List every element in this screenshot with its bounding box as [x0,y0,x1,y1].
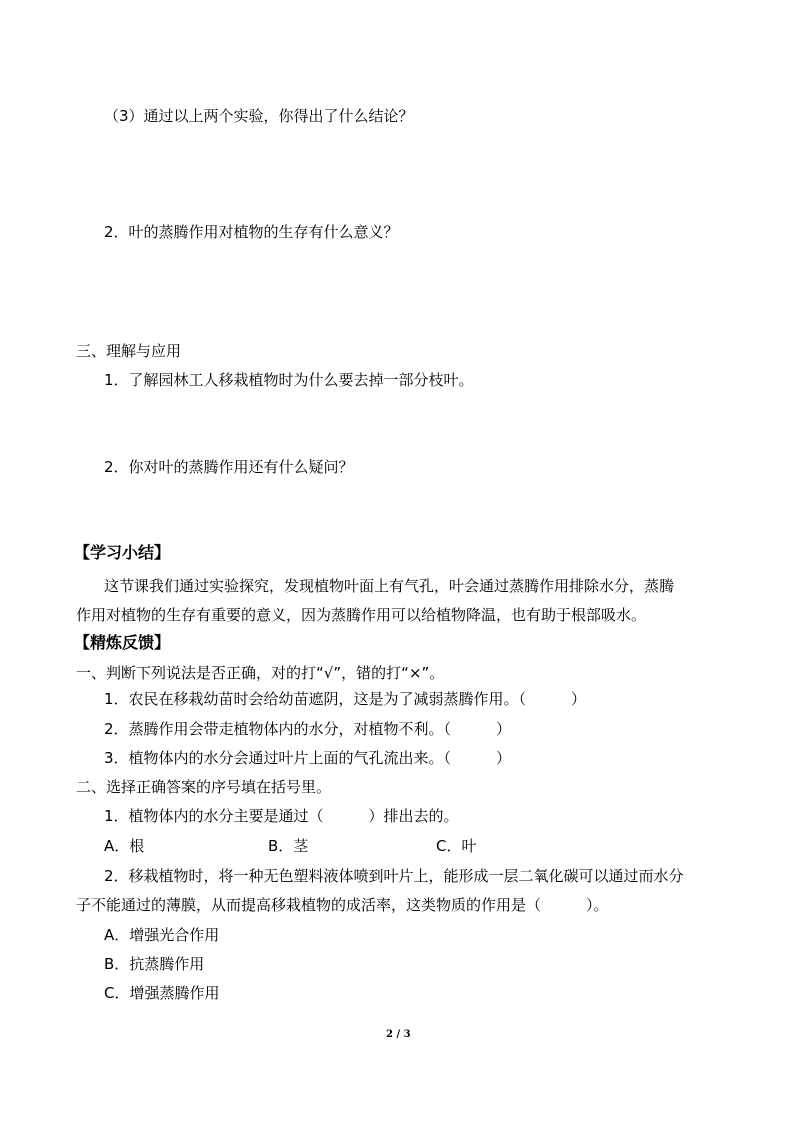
question-2: 2．叶的蒸腾作用对植物的生存有什么意义？ [104,223,399,241]
summary-heading: 【学习小结】 [74,543,171,562]
choice-q1-option-b: B．茎 [268,837,309,855]
choice-q1-option-a: A．根 [104,837,145,855]
section-3-title: 三、理解与应用 [76,342,182,360]
judge-item-2: 2．蒸腾作用会带走植物体内的水分，对植物不利。（ ） [104,720,512,738]
question-3: （3）通过以上两个实验，你得出了什么结论？ [104,107,414,125]
section-3-item-1: 1．了解园林工人移栽植物时为什么要去掉一部分枝叶。 [104,371,474,389]
choice-question-2-line-1: 2．移栽植物时，将一种无色塑料液体喷到叶片上，能形成一层二氧化碳可以通过而水分 [104,867,684,885]
summary-line-1: 这节课我们通过实验探究，发现植物叶面上有气孔，叶会通过蒸腾作用排除水分，蒸腾 [104,577,675,595]
judge-item-3: 3．植物体内的水分会通过叶片上面的气孔流出来。（ ） [104,749,512,767]
choice-question-1: 1．植物体内的水分主要是通过（ ）排出去的。 [104,807,459,825]
choice-q2-option-b: B．抗蒸腾作用 [104,955,205,973]
part-2-title: 二、选择正确答案的序号填在括号里。 [76,778,332,796]
choice-q1-option-c: C．叶 [436,837,477,855]
section-3-item-2: 2．你对叶的蒸腾作用还有什么疑问？ [104,458,354,476]
choice-question-2-line-2: 子不能通过的薄膜，从而提高移栽植物的成活率，这类物质的作用是（ ）。 [76,896,609,914]
choice-q2-option-c: C．增强蒸腾作用 [104,984,220,1002]
page-number: 2 / 3 [386,1029,411,1040]
judge-item-1: 1．农民在移栽幼苗时会给幼苗遮阴，这是为了减弱蒸腾作用。（ ） [104,690,587,708]
summary-line-2: 作用对植物的生存有重要的意义，因为蒸腾作用可以给植物降温，也有助于根部吸水。 [76,606,647,624]
choice-q2-option-a: A．增强光合作用 [104,926,220,944]
feedback-heading: 【精炼反馈】 [74,633,171,652]
part-1-title: 一、判断下列说法是否正确，对的打“√”，错的打“×”。 [76,664,445,682]
